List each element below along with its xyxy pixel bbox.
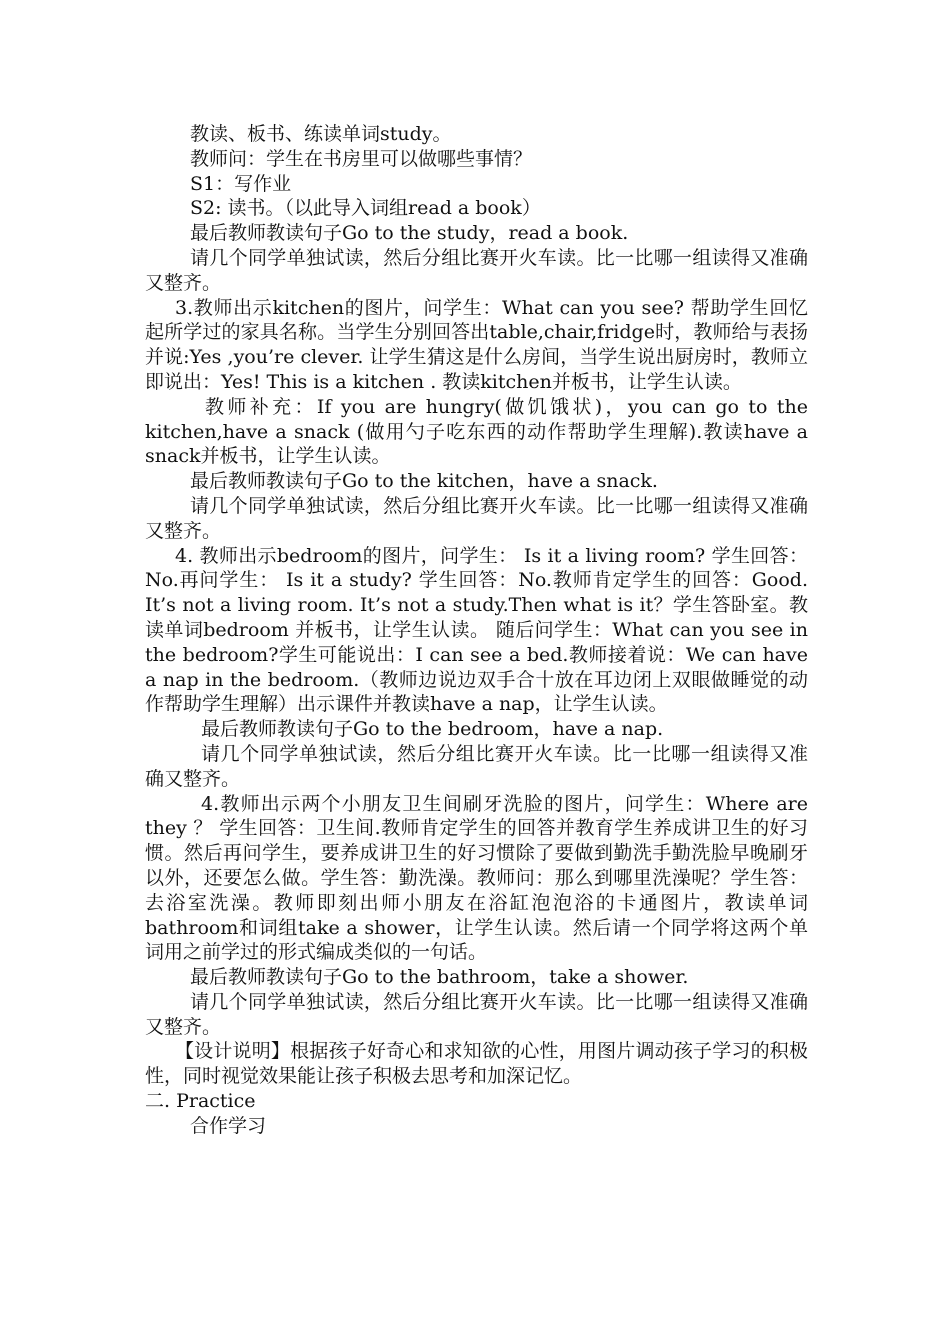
paragraph-s1-answer: S1：写作业 <box>190 172 292 195</box>
paragraph-read-bedroom-sentence: 最后教师教读句子Go to the bedroom，have a nap. <box>201 718 664 741</box>
paragraph-design-note: 【设计说明】根据孩子好奇心和求知欲的心性，用图片调动孩子学习的积极性，同时视觉效果能让孩子积极去思考和加深记忆。 <box>145 1040 808 1088</box>
paragraph-bathroom-step: 4.教师出示两个小朋友卫生间刷牙洗脸的图片，问学生：Where are they ？ 学生回答：卫生间.教师肯定学生的回答并教育学生养成讲卫生的好习惯。然后再问学生，要养成讲卫生的好习惯除了要做到勤洗手勤洗脸早晚刷牙以外，还要怎么做。学生答：勤洗澡。教师问：那么到哪里洗澡呢？学生答：去浴室洗澡。教师即刻出师小朋友在浴缸泡泡浴的卡通图片，教读单词bathroom和词组take a shower，让学生认读。然后请一个同学将这两个单词用之前学过的形式编成类似的一句话。 <box>145 792 808 964</box>
paragraph-group-reading-3: 请几个同学单独试读，然后分组比赛开火车读。比一比哪一组读得又准确又整齐。 <box>145 742 808 790</box>
paragraph-kitchen-supplement: 教师补充：If you are hungry(做饥饿状)，you can go to the kitchen,have a snack (做用勺子吃东西的动作帮助学生理解).教读have a snack并板书，让学生认读。 <box>145 395 808 468</box>
paragraph-read-kitchen-sentence: 最后教师教读句子Go to the kitchen，have a snack. <box>190 470 658 493</box>
paragraph-teacher-question: 教师问：学生在书房里可以做哪些事情？ <box>190 147 533 170</box>
paragraph-read-study-sentence: 最后教师教读句子Go to the study，read a book. <box>190 222 629 245</box>
paragraph-group-reading-4: 请几个同学单独试读，然后分组比赛开火车读。比一比哪一组读得又准确又整齐。 <box>145 990 808 1038</box>
document-body <box>145 122 808 1139</box>
paragraph-s2-answer: S2: 读书。（以此导入词组read a book） <box>190 197 541 220</box>
paragraph-bedroom-step: 4. 教师出示bedroom的图片，问学生： Is it a living room? 学生回答：No.再问学生： Is it a study? 学生回答：No.教师肯定学生的回答：Good. It’s not a living room. It’s not a study.Then what is it？学生答卧室。教读单词bedroom 并板书，让学生认读。 随后问学生：What can you see in the bedroom?学生可能说出：I can see a bed.教师接着说：We can have a nap in the bedroom.（教师边说边双手合十放在耳边闭上双眼做睡觉的动作帮助学生理解）出示课件并教读have a nap，让学生认读。 <box>145 544 808 716</box>
paragraph-study-intro: 教读、板书、练读单词study。 <box>190 123 452 145</box>
paragraph-read-bathroom-sentence: 最后教师教读句子Go to the bathroom，take a shower. <box>190 966 689 989</box>
section-heading-practice: 二. Practice <box>145 1090 256 1113</box>
paragraph-group-reading-1: 请几个同学单独试读，然后分组比赛开火车读。比一比哪一组读得又准确又整齐。 <box>145 246 808 294</box>
paragraph-group-reading-2: 请几个同学单独试读，然后分组比赛开火车读。比一比哪一组读得又准确又整齐。 <box>145 494 808 542</box>
paragraph-cooperative-learning: 合作学习 <box>190 1114 267 1137</box>
paragraph-kitchen-step: 3.教师出示kitchen的图片，问学生：What can you see? 帮助学生回忆起所学过的家具名称。当学生分别回答出table,chair,fridge时，教师给与表扬并说:Yes ,you’re clever. 让学生猜这是什么房间，当学生说出厨房时，教师立即说出：Yes! This is a kitchen . 教读kitchen并板书，让学生认读。 <box>145 296 808 393</box>
